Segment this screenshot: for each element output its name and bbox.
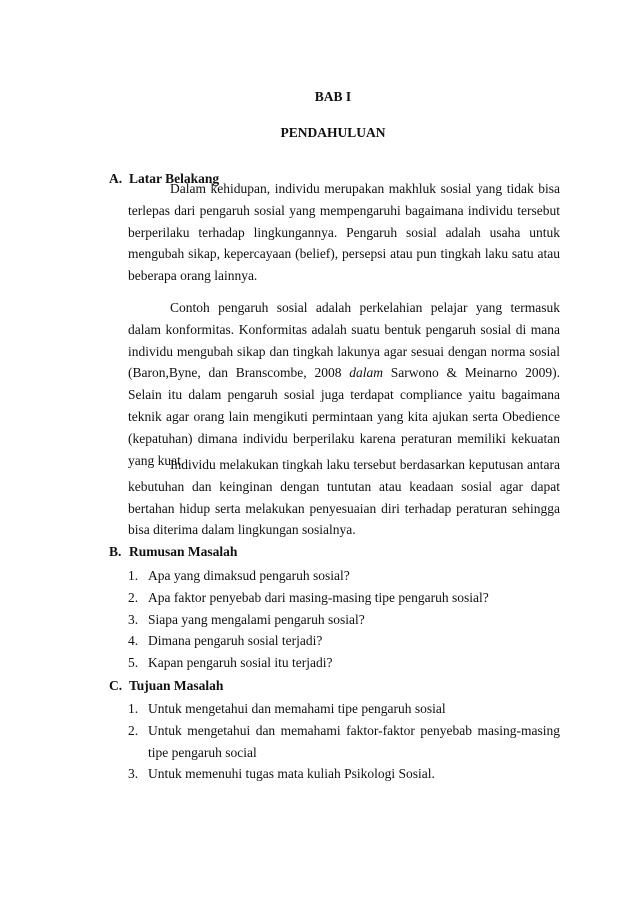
list-item: 5. Kapan pengaruh sosial itu terjadi?: [128, 655, 333, 671]
paragraph-latar-3: Individu melakukan tingkah laku tersebut berdasarkan keputusan antara kebutuhan dan keinginan dengan tuntutan atau keadaan sosial agar dapat bertahan hidup serta melakukan penyesuaian diri terhadap peraturan sehingga bisa diterima dalam lingkungan sosialnya.: [128, 457, 560, 538]
chapter-title: PENDAHULUAN: [280, 125, 386, 140]
list-item: 3. Untuk memenuhi tugas mata kuliah Psikologi Sosial.: [128, 766, 435, 782]
chapter-number: BAB I: [314, 89, 352, 104]
paragraph-latar-2: Contoh pengaruh sosial adalah perkelahian pelajar yang termasuk dalam konformitas. Konformitas adalah suatu bentuk pengaruh sosial di mana individu mengubah sikap dan tingkah lakunya agar sesuai dengan norma sosial (Baron,Byne, dan Branscombe, 2008 dalam Sarwono & Meinarno 2009). Selain itu dalam pengaruh sosial juga terdapat compliance yaitu bagaimana teknik agar orang lain mengikuti permintaan yang kita ajukan serta Obedience (kepatuhan) dimana individu berperilaku karena peraturan memiliki kekuatan yang kuat.: [128, 300, 560, 468]
tujuan-list: [128, 698, 560, 785]
section-heading-b: B. Rumusan Masalah: [109, 544, 238, 559]
list-item: 1. Untuk mengetahui dan memahami tipe pengaruh sosial: [128, 701, 446, 716]
paragraph-latar-1: Dalam kehidupan, individu merupakan makhluk sosial yang tidak bisa terlepas dari pengaruh sosial yang mempengaruhi bagaimana individu tersebut berperilaku terhadap lingkungannya. Pengaruh sosial adalah usaha untuk mengubah sikap, kepercayaan (belief), persepsi atau pun tingkah laku satu atau beberapa orang lainnya.: [128, 181, 560, 284]
section-heading-c: C. Tujuan Masalah: [109, 678, 224, 693]
list-item: 2. Apa faktor penyebab dari masing-masing tipe pengaruh sosial?: [128, 589, 489, 605]
rumusan-list: [128, 565, 560, 674]
list-item: 2. Untuk mengetahui dan memahami faktor-faktor penyebab masing-masing tipe pengaruh social: [128, 722, 560, 760]
list-item: 1. Apa yang dimaksud pengaruh sosial?: [128, 568, 350, 583]
section-heading-a: A. Latar Belakang: [109, 171, 220, 186]
list-item: 4. Dimana pengaruh sosial terjadi?: [128, 633, 323, 649]
list-item: 3. Siapa yang mengalami pengaruh sosial?: [128, 611, 365, 627]
